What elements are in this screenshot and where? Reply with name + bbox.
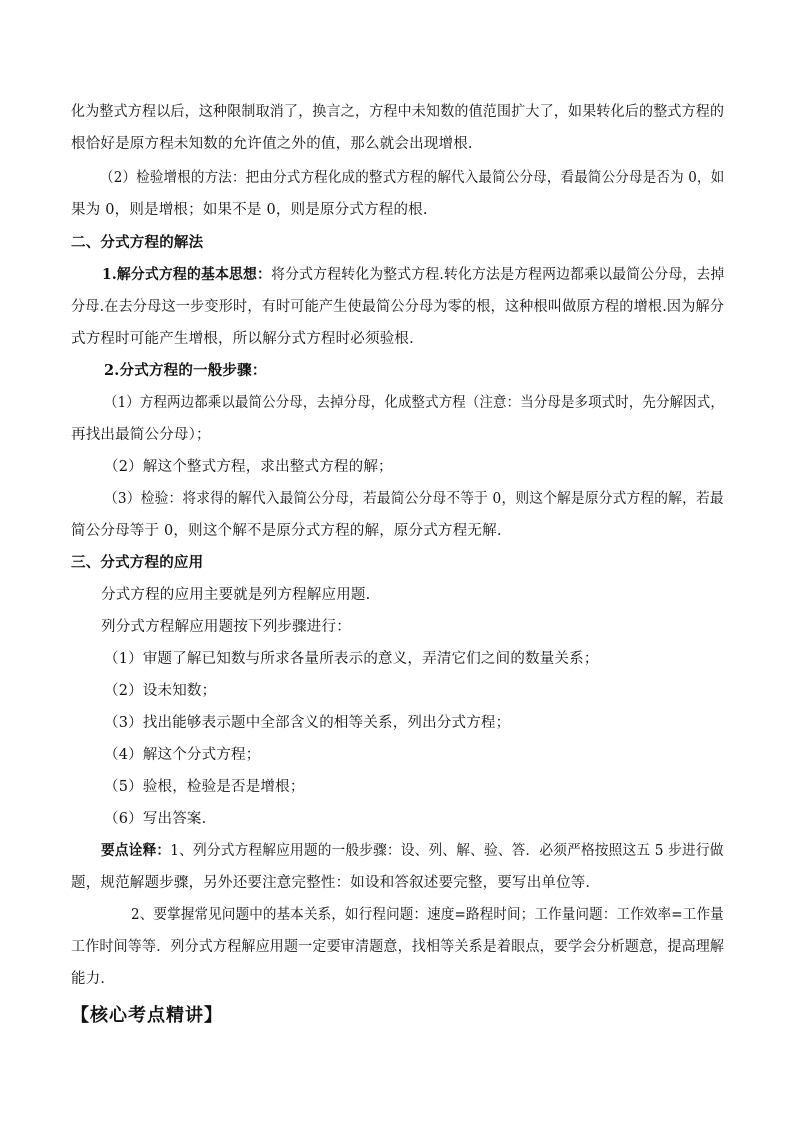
section2-title: 二、分式方程的解法	[71, 234, 204, 251]
steps-title: 2.分式方程的一般步骤：	[104, 362, 267, 379]
section3-title: 三、分式方程的应用	[71, 554, 204, 571]
key-points-label: 要点诠释：	[101, 842, 171, 859]
application-item-5: （5）验根，检验是否是增根；	[104, 779, 305, 795]
step3-line2: 简公分母等于 0，则这个解不是原分式方程的解，原分式方程无解.	[71, 523, 502, 539]
application-item-4: （4）解这个分式方程；	[104, 747, 261, 763]
application-intro2: 列分式方程解应用题按下列步骤进行：	[101, 619, 351, 635]
basic-idea-line1-text: 将分式方程转化为整式方程.转化方法是方程两边都乘以最简公分母，去掉	[271, 267, 725, 283]
application-item-3: （3）找出能够表示题中全部含义的相等关系，列出分式方程；	[104, 715, 511, 731]
key-points-p2-line3: 能力．	[71, 971, 116, 987]
para1-line1: 化为整式方程以后，这种限制取消了，换言之，方程中未知数的值范围扩大了，如果转化后的整式方程的	[71, 104, 725, 120]
key-points-line2: 题，规范解题步骤，另外还要注意完整性：如设和答叙述要完整，要写出单位等．	[71, 875, 601, 891]
application-intro1: 分式方程的应用主要就是列方程解应用题.	[101, 587, 371, 603]
basic-idea-line3: 式方程时可能产生增根，所以解分式方程时必须验根.	[71, 331, 414, 347]
key-points-line1	[101, 841, 724, 861]
para2-line2: 果为 0，则是增根；如果不是 0，则是原分式方程的根.	[71, 202, 428, 218]
basic-idea-line1	[102, 265, 724, 285]
key-points-line1-text: 1、列分式方程解应用题的一般步骤：设、列、解、验、答．必须严格按照这五 5 步进行做	[170, 843, 724, 859]
step1-line2: 再找出最简公分母）；	[71, 427, 211, 443]
basic-idea-line2: 分母.在去分母这一步变形时，有时可能产生使最简公分母为零的根，这种根叫做原方程的增根.因为解分	[71, 299, 725, 315]
application-item-1: （1）审题了解已知数与所求各量所表示的意义，弄清它们之间的数量关系；	[104, 651, 599, 667]
key-points-p2-line1: 2、要掌握常见问题中的基本关系，如行程问题：速度=路程时间；工作量问题：工作效率=工作量	[131, 907, 724, 923]
application-item-6: （6）写出答案.	[104, 811, 207, 827]
step1-line1: （1）方程两边都乘以最简公分母，去掉分母，化成整式方程（注意：当分母是多项式时，先分解因式，	[104, 395, 724, 411]
application-item-2: （2）设未知数；	[104, 683, 217, 699]
para1-line2: 根恰好是原方程未知数的允许值之外的值，那么就会出现增根.	[71, 136, 473, 152]
step3-line1: （3）检验：将求得的解代入最简公分母，若最简公分母不等于 0，则这个解是原分式方程的解，若最	[104, 491, 724, 507]
core-points-heading: 【核心考点精讲】	[71, 1005, 223, 1026]
para2-line1: （2）检验增根的方法：把由分式方程化成的整式方程的解代入最简公分母，看最简公分母是否为 0，如	[100, 170, 725, 186]
basic-idea-label: 1.解分式方程的基本思想：	[102, 266, 272, 283]
key-points-p2-line2: 工作时间等等．列分式方程解应用题一定要审清题意，找相等关系是着眼点，要学会分析题意，提高理解	[71, 939, 725, 955]
step2: （2）解这个整式方程，求出整式方程的解；	[104, 459, 393, 475]
